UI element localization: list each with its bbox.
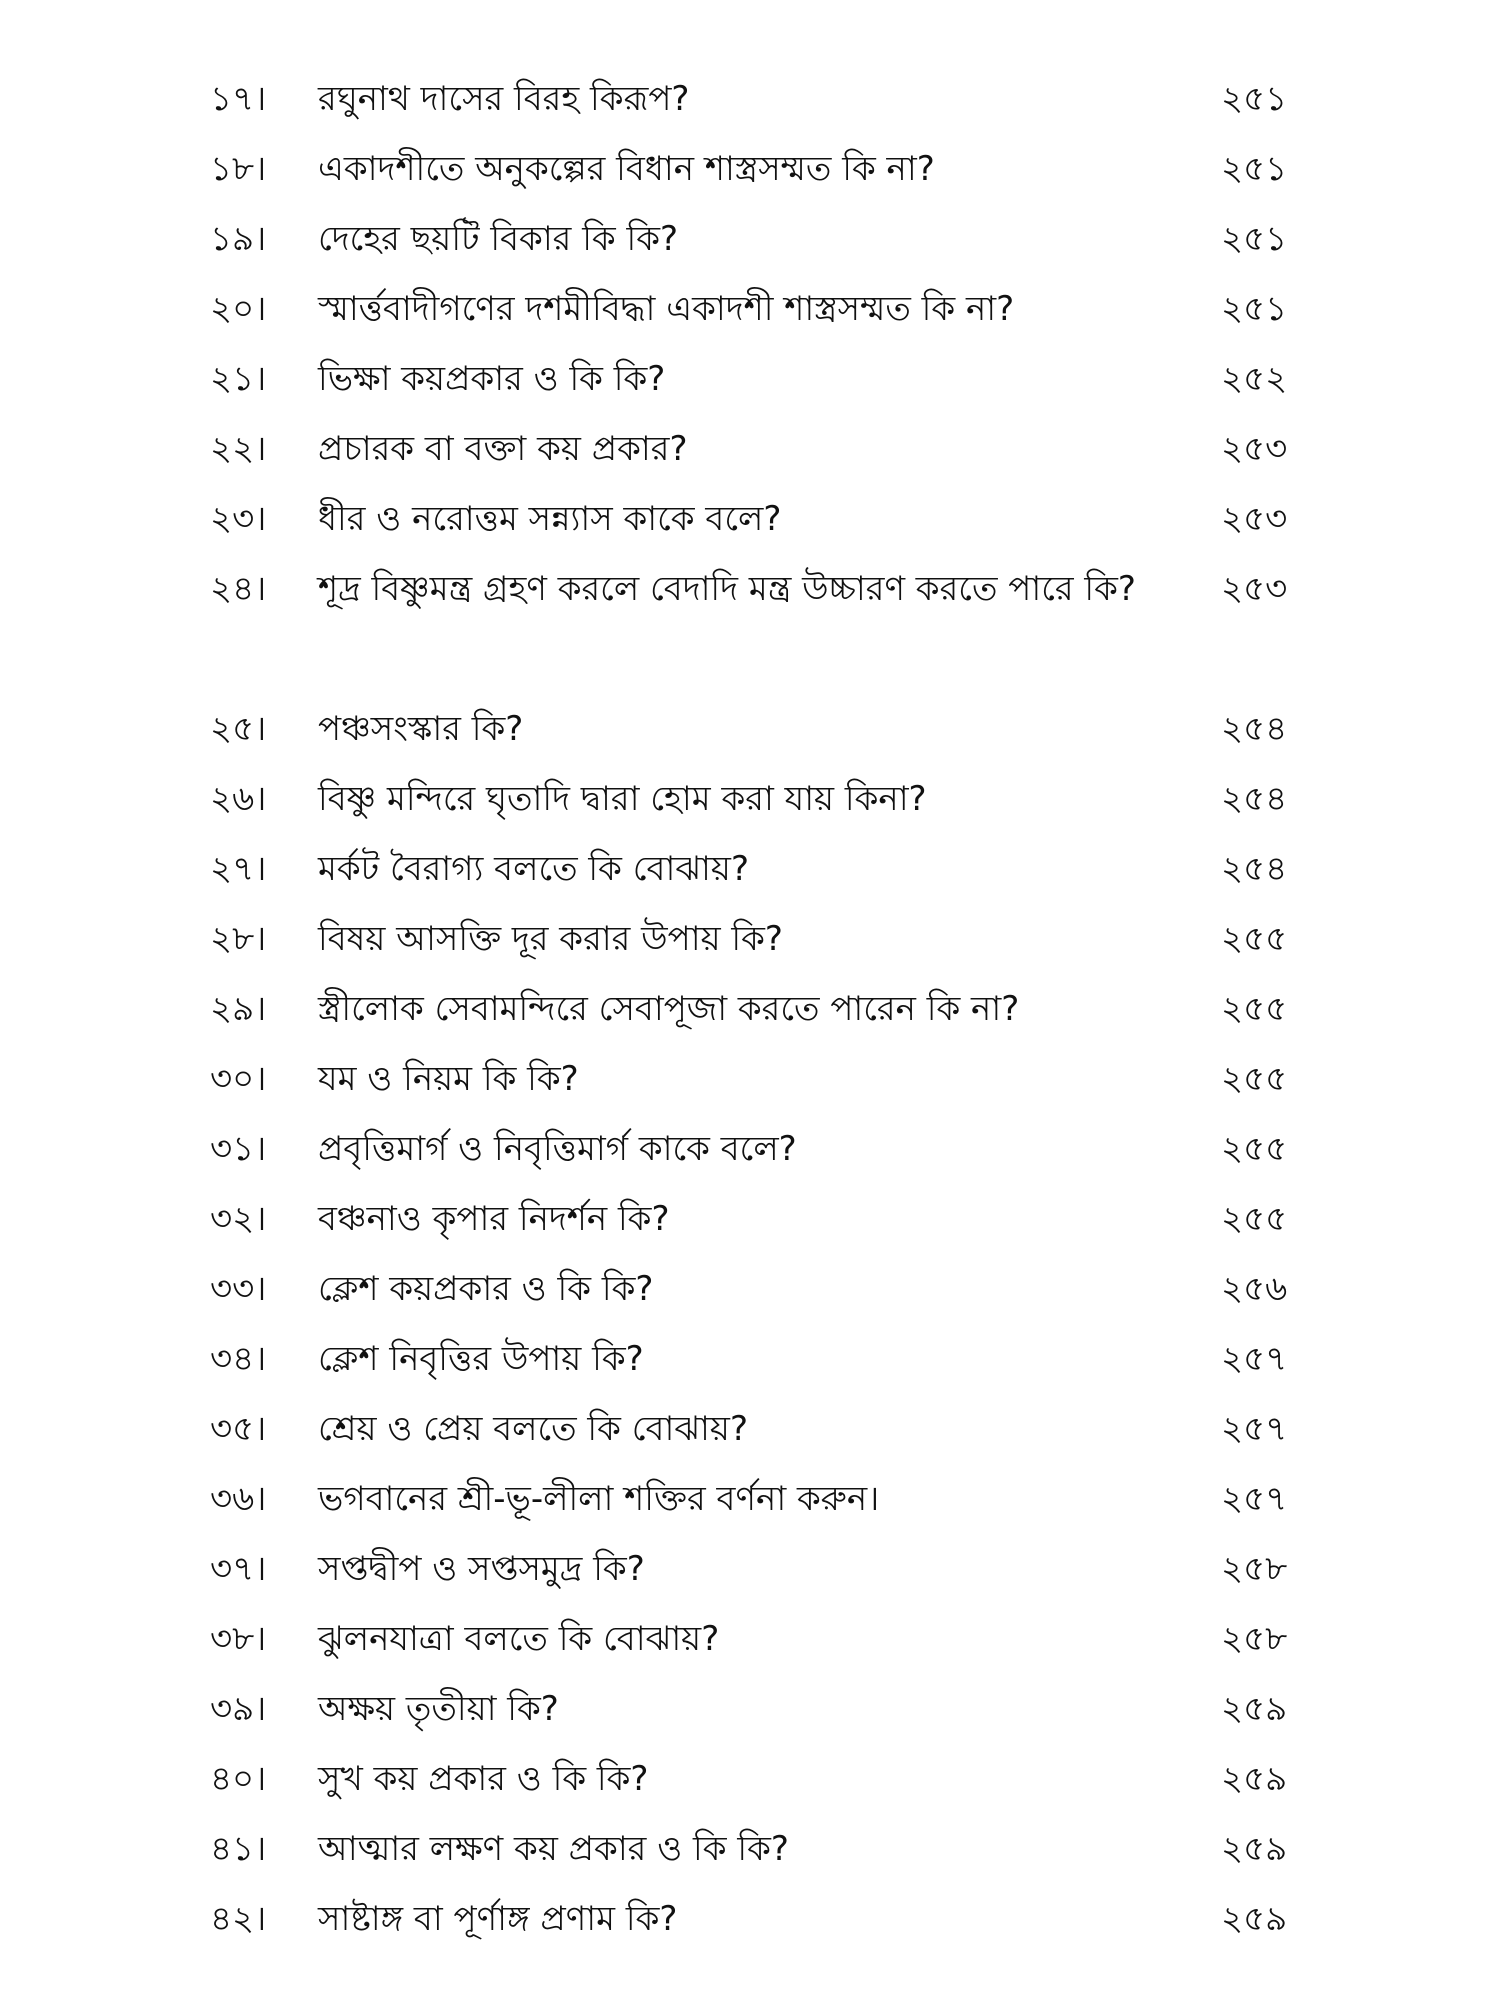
entry-page-number: ২৫৭ <box>1221 1339 1288 1379</box>
entry-question: দেহের ছয়টি বিকার কি কি? <box>318 219 679 259</box>
entry-page-number: ২৫৩ <box>1221 569 1288 609</box>
entry-page-number: ২৫৪ <box>1221 849 1288 889</box>
entry-question: ধীর ও নরোত্তম সন্ন্যাস কাকে বলে? <box>318 499 782 539</box>
entry-page-number: ২৫৫ <box>1221 1129 1288 1169</box>
entry-page-number: ২৫৯ <box>1221 1829 1288 1869</box>
entry-page-number: ২৫৯ <box>1221 1689 1288 1729</box>
entry-number: ২৯। <box>210 989 267 1029</box>
toc-entry <box>210 1604 1350 1674</box>
entry-question: একাদশীতে অনুকল্পের বিধান শাস্ত্রসম্মত কি না? <box>318 149 935 189</box>
toc-entry <box>210 1674 1350 1744</box>
entry-number: ৪২। <box>210 1899 267 1939</box>
toc-entry <box>210 1114 1350 1184</box>
entry-page-number: ২৫৭ <box>1221 1479 1288 1519</box>
toc-entry <box>210 1884 1350 1954</box>
toc-entry <box>210 1394 1350 1464</box>
entry-number: ৩৭। <box>210 1549 267 1589</box>
entry-question: বিষয় আসক্তি দূর করার উপায় কি? <box>318 919 783 959</box>
entry-number: ১৭। <box>210 79 267 119</box>
entry-page-number: ২৫২ <box>1221 359 1288 399</box>
entry-number: ৪০। <box>210 1759 267 1799</box>
entry-question: পঞ্চসংস্কার কি? <box>318 709 524 749</box>
entry-number: ২০। <box>210 289 267 329</box>
entry-question: ক্লেশ নিবৃত্তির উপায় কি? <box>318 1339 644 1379</box>
entry-number: ৪১। <box>210 1829 267 1869</box>
entry-page-number: ২৫১ <box>1221 79 1288 119</box>
entry-page-number: ২৫১ <box>1221 149 1288 189</box>
entry-page-number: ২৫৫ <box>1221 1199 1288 1239</box>
entry-number: ৩৩। <box>210 1269 267 1309</box>
entry-question: অক্ষয় তৃতীয়া কি? <box>318 1689 559 1729</box>
entry-question: শ্রেয় ও প্রেয় বলতে কি বোঝায়? <box>318 1409 748 1449</box>
entry-page-number: ২৫৯ <box>1221 1759 1288 1799</box>
entry-number: ৩৬। <box>210 1479 267 1519</box>
entry-question: স্ত্রীলোক সেবামন্দিরে সেবাপূজা করতে পারেন কি না? <box>318 989 1020 1029</box>
entry-number: ২৪। <box>210 569 267 609</box>
entry-question: স্মার্ত্তবাদীগণের দশমীবিদ্ধা একাদশী শাস্ত্রসম্মত কি না? <box>318 289 1015 329</box>
entry-question: বিষ্ণু মন্দিরে ঘৃতাদি দ্বারা হোম করা যায় কিনা? <box>318 779 927 819</box>
entry-page-number: ২৫১ <box>1221 219 1288 259</box>
toc-entry <box>210 834 1350 904</box>
entry-number: ২৬। <box>210 779 267 819</box>
table-of-contents <box>210 64 1350 1954</box>
entry-number: ১৮। <box>210 149 267 189</box>
entry-number: ২৭। <box>210 849 267 889</box>
entry-question: ভিক্ষা কয়প্রকার ও কি কি? <box>318 359 666 399</box>
entry-question: প্রচারক বা বক্তা কয় প্রকার? <box>318 429 688 469</box>
toc-entry <box>210 764 1350 834</box>
entry-number: ৩৮। <box>210 1619 267 1659</box>
entry-number: ৩৫। <box>210 1409 267 1449</box>
entry-question: প্রবৃত্তিমার্গ ও নিবৃত্তিমার্গ কাকে বলে? <box>318 1129 797 1169</box>
entry-number: ৩৪। <box>210 1339 267 1379</box>
toc-entry <box>210 64 1350 134</box>
entry-page-number: ২৫৪ <box>1221 709 1288 749</box>
toc-entry <box>210 204 1350 274</box>
entry-number: ৩২। <box>210 1199 267 1239</box>
toc-entry <box>210 414 1350 484</box>
entry-question: যম ও নিয়ম কি কি? <box>318 1059 579 1099</box>
entry-page-number: ২৫৫ <box>1221 919 1288 959</box>
entry-number: ৩১। <box>210 1129 267 1169</box>
entry-page-number: ২৫৩ <box>1221 499 1288 539</box>
toc-entry <box>210 1814 1350 1884</box>
entry-number: ২২। <box>210 429 267 469</box>
entry-question: শূদ্র বিষ্ণুমন্ত্র গ্রহণ করলে বেদাদি মন্ত্র উচ্চারণ করতে পারে কি? <box>318 569 1136 609</box>
toc-entry <box>210 694 1350 764</box>
entry-page-number: ২৫১ <box>1221 289 1288 329</box>
entry-page-number: ২৫৩ <box>1221 429 1288 469</box>
toc-entry <box>210 1534 1350 1604</box>
entry-question: আত্মার লক্ষণ কয় প্রকার ও কি কি? <box>318 1829 789 1869</box>
toc-entry <box>210 484 1350 554</box>
toc-entry <box>210 344 1350 414</box>
entry-page-number: ২৫৬ <box>1221 1269 1288 1309</box>
entry-page-number: ২৫৭ <box>1221 1409 1288 1449</box>
entry-number: ২১। <box>210 359 267 399</box>
entry-page-number: ২৫৮ <box>1221 1619 1288 1659</box>
entry-question: সাষ্টাঙ্গ বা পূর্ণাঙ্গ প্রণাম কি? <box>318 1899 678 1939</box>
toc-entry <box>210 274 1350 344</box>
entry-page-number: ২৫৪ <box>1221 779 1288 819</box>
entry-question: ক্লেশ কয়প্রকার ও কি কি? <box>318 1269 654 1309</box>
entry-number: ১৯। <box>210 219 267 259</box>
toc-entry <box>210 1184 1350 1254</box>
entry-question: মর্কট বৈরাগ্য বলতে কি বোঝায়? <box>318 849 749 889</box>
entry-question: ভগবানের শ্রী-ভূ-লীলা শক্তির বর্ণনা করুন। <box>318 1479 880 1519</box>
entry-number: ২৫। <box>210 709 267 749</box>
toc-entry <box>210 1324 1350 1394</box>
entry-number: ২৩। <box>210 499 267 539</box>
entry-question: রঘুনাথ দাসের বিরহ কিরূপ? <box>318 79 690 119</box>
entry-page-number: ২৫৫ <box>1221 1059 1288 1099</box>
toc-entry <box>210 134 1350 204</box>
entry-page-number: ২৫৯ <box>1221 1899 1288 1939</box>
entry-question: সুখ কয় প্রকার ও কি কি? <box>318 1759 649 1799</box>
toc-entry <box>210 554 1350 694</box>
toc-entry <box>210 1044 1350 1114</box>
entry-question: ঝুলনযাত্রা বলতে কি বোঝায়? <box>318 1619 720 1659</box>
toc-entry <box>210 1744 1350 1814</box>
toc-entry <box>210 1464 1350 1534</box>
toc-entry <box>210 1254 1350 1324</box>
entry-page-number: ২৫৮ <box>1221 1549 1288 1589</box>
entry-question: বঞ্চনাও কৃপার নিদর্শন কি? <box>318 1199 670 1239</box>
toc-entry <box>210 904 1350 974</box>
entry-number: ৩০। <box>210 1059 267 1099</box>
entry-page-number: ২৫৫ <box>1221 989 1288 1029</box>
entry-number: ২৮। <box>210 919 267 959</box>
entry-number: ৩৯। <box>210 1689 267 1729</box>
toc-entry <box>210 974 1350 1044</box>
entry-question: সপ্তদ্বীপ ও সপ্তসমুদ্র কি? <box>318 1549 645 1589</box>
